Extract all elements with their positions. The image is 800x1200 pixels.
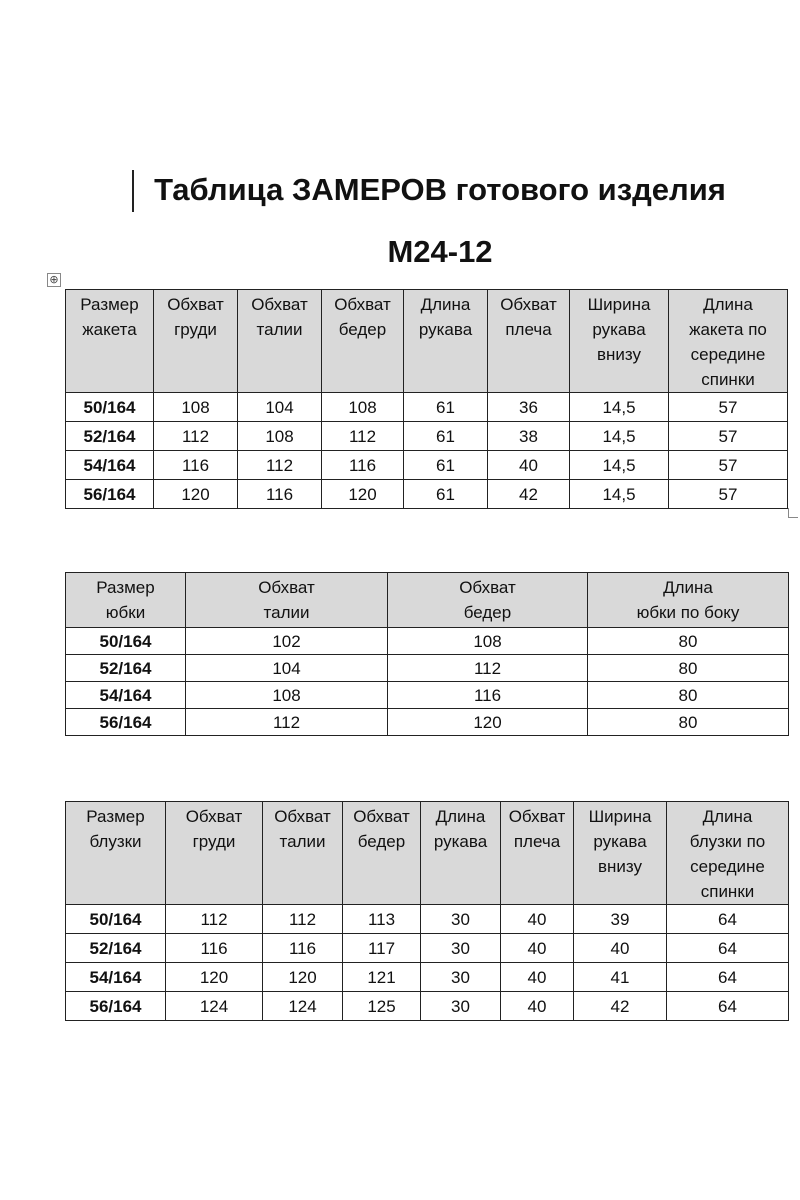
column-header: Обхват талии	[238, 290, 322, 393]
table-row	[66, 655, 789, 682]
value-cell: 40	[501, 934, 574, 963]
column-header: Обхват плеча	[488, 290, 570, 393]
table-move-handle-icon[interactable]: ⊕	[47, 273, 61, 287]
value-cell: 117	[343, 934, 421, 963]
size-cell: 52/164	[66, 422, 154, 451]
value-cell: 57	[669, 451, 788, 480]
value-cell: 41	[574, 963, 667, 992]
value-cell: 116	[154, 451, 238, 480]
blouse-measurements-table	[65, 801, 789, 1021]
value-cell: 30	[421, 992, 501, 1021]
value-cell: 80	[588, 628, 789, 655]
value-cell: 120	[166, 963, 263, 992]
column-header: Длина блузки по середине спинки	[667, 802, 789, 905]
column-header: Обхват плеча	[501, 802, 574, 905]
value-cell: 108	[238, 422, 322, 451]
skirt-measurements-table	[65, 572, 789, 736]
value-cell: 57	[669, 393, 788, 422]
value-cell: 14,5	[570, 422, 669, 451]
column-header: Длина юбки по боку	[588, 573, 789, 628]
column-header: Длина жакета по середине спинки	[669, 290, 788, 393]
value-cell: 125	[343, 992, 421, 1021]
value-cell: 124	[263, 992, 343, 1021]
value-cell: 80	[588, 682, 789, 709]
column-header: Длина рукава	[404, 290, 488, 393]
size-cell: 52/164	[66, 655, 186, 682]
size-cell: 56/164	[66, 709, 186, 736]
value-cell: 40	[501, 963, 574, 992]
value-cell: 61	[404, 480, 488, 509]
value-cell: 108	[154, 393, 238, 422]
value-cell: 64	[667, 905, 789, 934]
table-row	[66, 709, 789, 736]
value-cell: 108	[186, 682, 388, 709]
table-header-row	[66, 290, 788, 393]
value-cell: 30	[421, 905, 501, 934]
column-header: Обхват груди	[166, 802, 263, 905]
value-cell: 108	[388, 628, 588, 655]
value-cell: 112	[154, 422, 238, 451]
value-cell: 14,5	[570, 480, 669, 509]
table-row	[66, 422, 788, 451]
value-cell: 61	[404, 393, 488, 422]
value-cell: 120	[154, 480, 238, 509]
size-cell: 56/164	[66, 992, 166, 1021]
value-cell: 40	[574, 934, 667, 963]
table-row	[66, 934, 789, 963]
jacket-measurements-table	[65, 289, 788, 509]
table-row	[66, 992, 789, 1021]
table-row	[66, 905, 789, 934]
value-cell: 102	[186, 628, 388, 655]
value-cell: 112	[166, 905, 263, 934]
column-header: Обхват бедер	[343, 802, 421, 905]
table-row	[66, 451, 788, 480]
value-cell: 120	[388, 709, 588, 736]
value-cell: 112	[186, 709, 388, 736]
value-cell: 40	[488, 451, 570, 480]
column-header: Обхват груди	[154, 290, 238, 393]
model-code: М24-12	[387, 234, 493, 269]
table-row	[66, 963, 789, 992]
size-cell: 54/164	[66, 451, 154, 480]
size-cell: 52/164	[66, 934, 166, 963]
size-cell: 50/164	[66, 628, 186, 655]
column-header: Обхват талии	[186, 573, 388, 628]
value-cell: 61	[404, 451, 488, 480]
column-header: Размер блузки	[66, 802, 166, 905]
value-cell: 104	[238, 393, 322, 422]
value-cell: 80	[588, 655, 789, 682]
value-cell: 57	[669, 422, 788, 451]
value-cell: 36	[488, 393, 570, 422]
value-cell: 80	[588, 709, 789, 736]
table-header-row	[66, 573, 789, 628]
value-cell: 61	[404, 422, 488, 451]
value-cell: 113	[343, 905, 421, 934]
value-cell: 14,5	[570, 451, 669, 480]
value-cell: 120	[263, 963, 343, 992]
value-cell: 112	[238, 451, 322, 480]
table-end-mark	[788, 508, 798, 518]
column-header: Размер юбки	[66, 573, 186, 628]
value-cell: 121	[343, 963, 421, 992]
table-row	[66, 480, 788, 509]
size-cell: 54/164	[66, 963, 166, 992]
table-row	[66, 393, 788, 422]
page-title: Таблица ЗАМЕРОВ готового изделия	[154, 172, 726, 207]
value-cell: 14,5	[570, 393, 669, 422]
value-cell: 104	[186, 655, 388, 682]
value-cell: 64	[667, 934, 789, 963]
value-cell: 112	[263, 905, 343, 934]
value-cell: 116	[388, 682, 588, 709]
value-cell: 116	[238, 480, 322, 509]
size-cell: 56/164	[66, 480, 154, 509]
value-cell: 64	[667, 992, 789, 1021]
value-cell: 124	[166, 992, 263, 1021]
table-header-row	[66, 802, 789, 905]
value-cell: 30	[421, 963, 501, 992]
table-row	[66, 628, 789, 655]
value-cell: 40	[501, 905, 574, 934]
column-header: Обхват бедер	[388, 573, 588, 628]
size-cell: 54/164	[66, 682, 186, 709]
value-cell: 40	[501, 992, 574, 1021]
value-cell: 39	[574, 905, 667, 934]
value-cell: 42	[488, 480, 570, 509]
table-row	[66, 682, 789, 709]
value-cell: 112	[322, 422, 404, 451]
column-header: Обхват талии	[263, 802, 343, 905]
column-header: Размер жакета	[66, 290, 154, 393]
column-header: Обхват бедер	[322, 290, 404, 393]
column-header: Длина рукава	[421, 802, 501, 905]
column-header: Ширина рукава внизу	[570, 290, 669, 393]
value-cell: 116	[322, 451, 404, 480]
size-cell: 50/164	[66, 905, 166, 934]
value-cell: 30	[421, 934, 501, 963]
value-cell: 64	[667, 963, 789, 992]
value-cell: 108	[322, 393, 404, 422]
value-cell: 112	[388, 655, 588, 682]
column-header: Ширина рукава внизу	[574, 802, 667, 905]
value-cell: 38	[488, 422, 570, 451]
value-cell: 116	[263, 934, 343, 963]
value-cell: 120	[322, 480, 404, 509]
size-cell: 50/164	[66, 393, 154, 422]
value-cell: 116	[166, 934, 263, 963]
value-cell: 42	[574, 992, 667, 1021]
value-cell: 57	[669, 480, 788, 509]
